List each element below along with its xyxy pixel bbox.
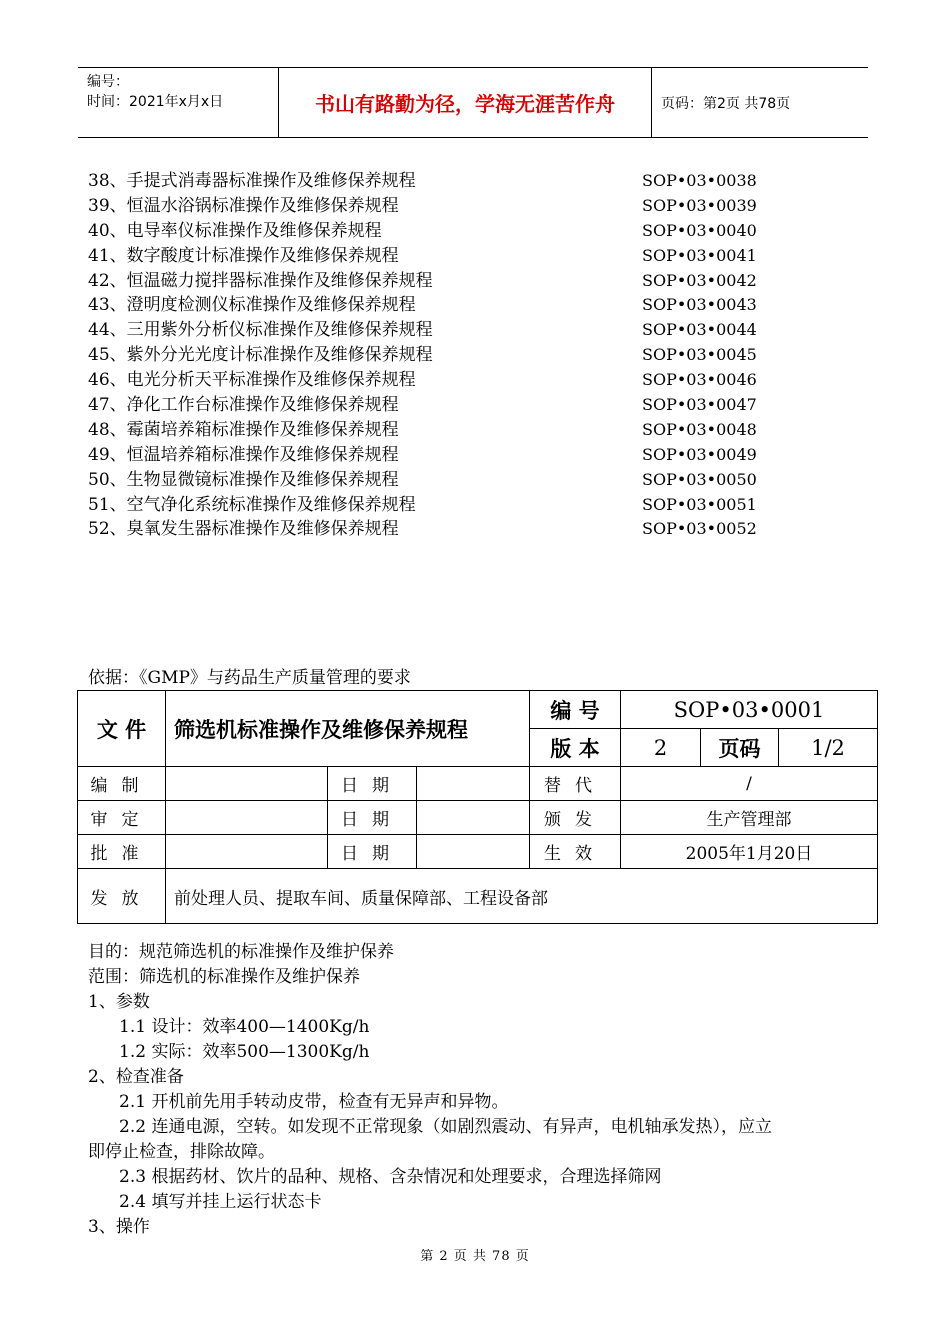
sop-title: 47、净化工作台标准操作及维修保养规程 xyxy=(88,395,399,416)
list-item xyxy=(88,169,768,194)
sop-list xyxy=(88,169,768,542)
sop-title: 52、臭氧发生器标准操作及维修保养规程 xyxy=(88,519,399,540)
version-value: 2 xyxy=(621,729,701,767)
sop-code: SOP•03•0042 xyxy=(642,270,757,290)
sop-code: SOP•03•0050 xyxy=(642,469,757,489)
distribute-label: 发放 xyxy=(78,869,166,924)
sop-code: SOP•03•0047 xyxy=(642,395,757,415)
header-motto: 书山有路勤为径，学海无涯苦作舟 xyxy=(279,68,652,137)
sop-code: SOP•03•0044 xyxy=(642,320,757,340)
sop-title: 39、恒温水浴锅标准操作及维修保养规程 xyxy=(88,195,399,216)
approve-value xyxy=(166,835,328,869)
list-item xyxy=(88,269,768,294)
replace-value: / xyxy=(621,767,878,801)
sop-title: 49、恒温培养箱标准操作及维修保养规程 xyxy=(88,444,399,465)
sop-code: SOP•03•0040 xyxy=(642,220,757,240)
sop-title: 44、三用紫外分析仪标准操作及维修保养规程 xyxy=(88,320,433,341)
basis-text: 依据：《GMP》与药品生产质量管理的要求 xyxy=(88,668,411,688)
section-1-2: 1.2 实际：效率500—1300Kg/h xyxy=(119,1042,370,1062)
list-item xyxy=(88,443,768,468)
section-2-1: 2.1 开机前先用手转动皮带，检查有无异声和异物。 xyxy=(119,1092,509,1112)
sop-title: 46、电光分析天平标准操作及维修保养规程 xyxy=(88,370,416,391)
sop-code: SOP•03•0051 xyxy=(642,494,757,514)
header-meta xyxy=(78,68,279,137)
compile-label: 编制 xyxy=(78,767,166,801)
issue-label: 颁发 xyxy=(530,801,621,835)
sop-code: SOP•03•0049 xyxy=(642,444,757,464)
document-info-table xyxy=(77,690,878,924)
section-2-4: 2.4 填写并挂上运行状态卡 xyxy=(119,1192,322,1212)
sop-title: 50、生物显微镜标准操作及维修保养规程 xyxy=(88,469,399,490)
sop-title: 43、澄明度检测仪标准操作及维修保养规程 xyxy=(88,295,416,316)
sop-title: 40、电导率仪标准操作及维修保养规程 xyxy=(88,220,382,241)
page-header xyxy=(78,67,868,138)
list-item xyxy=(88,393,768,418)
issue-value: 生产管理部 xyxy=(621,801,878,835)
scope-text: 范围：筛选机的标准操作及维护保养 xyxy=(88,967,360,987)
list-item xyxy=(88,343,768,368)
list-item xyxy=(88,293,768,318)
section-2-heading: 2、检查准备 xyxy=(88,1067,184,1087)
sop-code: SOP•03•0039 xyxy=(642,195,757,215)
number-value: SOP•03•0001 xyxy=(621,691,878,729)
procedure-body xyxy=(88,940,868,1240)
purpose-text: 目的：规范筛选机的标准操作及维护保养 xyxy=(88,942,394,962)
serial-label: 编号： xyxy=(87,74,129,90)
sop-code: SOP•03•0052 xyxy=(642,519,757,539)
effective-label: 生效 xyxy=(530,835,621,869)
sop-title: 42、恒温磁力搅拌器标准操作及维修保养规程 xyxy=(88,270,433,291)
sop-code: SOP•03•0048 xyxy=(642,419,757,439)
list-item xyxy=(88,517,768,542)
time-label: 时间：2021年x月x日 xyxy=(87,94,224,110)
compile-value xyxy=(166,767,328,801)
section-1-heading: 1、参数 xyxy=(88,992,150,1012)
file-label: 文 件 xyxy=(78,691,166,767)
compile-date-label: 日期 xyxy=(328,767,417,801)
compile-date-value xyxy=(417,767,530,801)
replace-label: 替代 xyxy=(530,767,621,801)
approve-date-label: 日期 xyxy=(328,835,417,869)
effective-value: 2005年1月20日 xyxy=(621,835,878,869)
version-label: 版 本 xyxy=(530,729,621,767)
section-1-1: 1.1 设计：效率400—1400Kg/h xyxy=(119,1017,370,1037)
list-item xyxy=(88,418,768,443)
sop-code: SOP•03•0041 xyxy=(642,245,757,265)
approve-date-value xyxy=(417,835,530,869)
section-2-2-line2: 即停止检查，排除故障。 xyxy=(88,1142,275,1162)
approve-label: 批准 xyxy=(78,835,166,869)
header-page-info: 页码：第2页 共78页 xyxy=(661,95,791,112)
sop-title: 51、空气净化系统标准操作及维修保养规程 xyxy=(88,494,416,515)
review-date-label: 日期 xyxy=(328,801,417,835)
sop-code: SOP•03•0043 xyxy=(642,295,757,315)
list-item xyxy=(88,493,768,518)
sop-title: 45、紫外分光光度计标准操作及维修保养规程 xyxy=(88,345,433,366)
review-label: 审定 xyxy=(78,801,166,835)
page-label: 页码 xyxy=(701,729,779,767)
sop-code: SOP•03•0045 xyxy=(642,345,757,365)
list-item xyxy=(88,318,768,343)
section-2-3: 2.3 根据药材、饮片的品种、规格、含杂情况和处理要求，合理选择筛网 xyxy=(119,1167,662,1187)
number-label: 编 号 xyxy=(530,691,621,729)
review-date-value xyxy=(417,801,530,835)
distribute-value: 前处理人员、提取车间、质量保障部、工程设备部 xyxy=(166,869,878,924)
sop-title: 41、数字酸度计标准操作及维修保养规程 xyxy=(88,245,399,266)
list-item xyxy=(88,219,768,244)
list-item xyxy=(88,244,768,269)
section-3-heading: 3、操作 xyxy=(88,1217,150,1237)
list-item xyxy=(88,368,768,393)
sop-code: SOP•03•0046 xyxy=(642,370,757,390)
list-item xyxy=(88,194,768,219)
sop-code: SOP•03•0038 xyxy=(642,171,757,190)
page-footer: 第 2 页 共 78 页 xyxy=(420,1249,530,1264)
sop-title: 48、霉菌培养箱标准操作及维修保养规程 xyxy=(88,419,399,440)
page-value: 1/2 xyxy=(779,729,878,767)
review-value xyxy=(166,801,328,835)
sop-title: 38、手提式消毒器标准操作及维修保养规程 xyxy=(88,171,416,191)
document-title: 筛选机标准操作及维修保养规程 xyxy=(166,691,530,767)
section-2-2-line1: 2.2 连通电源，空转。如发现不正常现象（如剧烈震动、有异声，电机轴承发热），应立 xyxy=(119,1117,772,1137)
list-item xyxy=(88,468,768,493)
